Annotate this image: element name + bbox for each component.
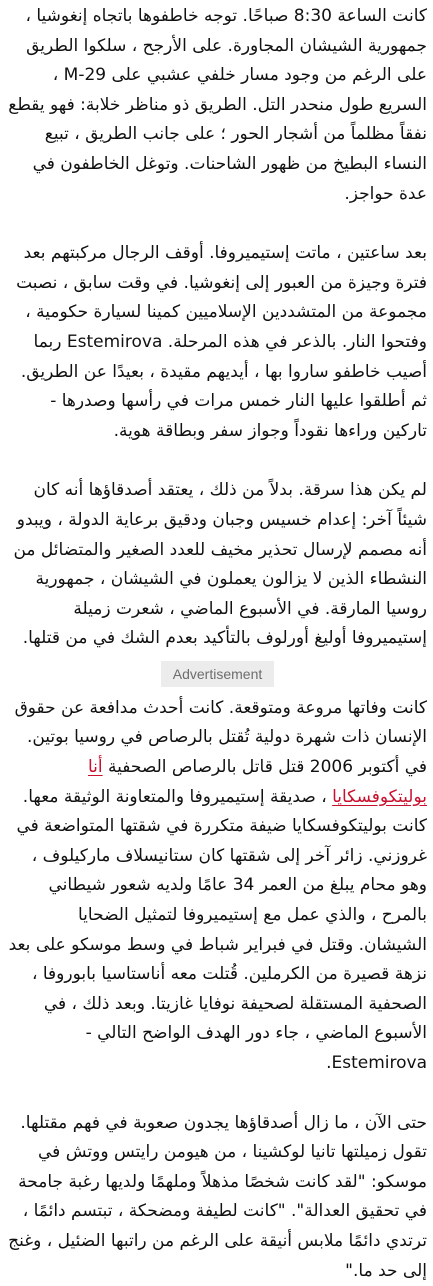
- paragraph-5: حتى الآن ، ما زال أصدقاؤها يجدون صعوبة في فهم مقتلها. تقول زميلتها تانيا لوكشينا ، من هيومن رايتس ووتش في موسكو: "لقد كانت شخصًا مذهلاً وملهمًا ولديها رغبة جامحة في تحقيق العدالة". "كانت لطيفة ومضحكة ، تبتسم دائمًا ، ترتدي دائمًا ملابس أنيقة على الرغم من راتبها الضئيل ، وغنج إلى حد ما.": [8, 1112, 427, 1281]
- advertisement-slot: [8, 654, 427, 694]
- paragraph-4: [8, 694, 427, 1079]
- paragraph-1: كانت الساعة 8:30 صباحًا. توجه خاطفوها باتجاه إنغوشيا ، جمهورية الشيشان المجاورة. على الأرجح ، سلكوا الطريق على الرغم من وجود مسار خلفي عشبي على M-29 ، السريع طول منحدر التل. الطريق ذو مناظر خلابة: فهو يقطع نفقاً مظلماً من أشجار الحور ؛ على جانب الطريق ، تبيع النساء البطيخ من ظهور الشاحنات. وتوغل الخاطفون في عدة حواجز.: [8, 6, 427, 204]
- paragraph-gap: [8, 209, 427, 239]
- paragraph-2: بعد ساعتين ، ماتت إستيميروفا. أوقف الرجال مركبتهم بعد فترة وجيزة من العبور إلى إنغوشيا. في وقت سابق ، نصبت مجموعة من المتشددين الإسلاميين كمينا لسيارة حكومية ، وفتحوا النار. بالذعر في هذه المرحلة. Estemirova ربما أصيب خاطفو ساروا بها ، أيديهم مقيدة ، بعيدًا عن الطريق. ثم أطلقوا عليها النار خمس مرات في رأسها وصدرها - تاركين وراءها نقوداً وجواز سفر وبطاقة هوية.: [16, 243, 427, 441]
- advertisement-label: Advertisement: [161, 661, 274, 687]
- paragraph-4-text-end: ، صديقة إستيميروفا والمتعاونة الوثيقة معها. كانت بوليتكوفسكايا ضيفة متكررة في شقتها المتواضعة في غروزني. زائر آخر إلى شقتها كان ستانيسلاف ماركيلوف ، وهو محام يبلغ من العمر 34 عامًا ولديه شعور شيطاني بالمرح ، والذي عمل مع إستيميروفا لتمثيل الضحايا الشيشان. وقتل في فبراير شباط في وسط موسكو على بعد نزهة قصيرة من الكرملين. قُتلت معه أناستاسيا بابوروفا ، الصحفية المستقلة لصحيفة نوفايا غازيتا. وبعد ذلك ، في الأسبوع الماضي ، جاء دور الهدف الواضح التالي - Estemirova.: [8, 786, 427, 1073]
- paragraph-3: لم يكن هذا سرقة. بدلاً من ذلك ، يعتقد أصدقاؤها أنه كان شيئاً آخر: إعدام خسيس وجبان ودقيق برعاية الدولة ، ويبدو أنه مصمم لإرسال تحذير مخيف للعدد الصغير والمتضائل من النشطاء الذين لا يزالون يعملون في الشيشان ، جمهورية روسيا المارقة. في الأسبوع الماضي ، شعرت زميلة إستيميروفا أوليغ أورلوف بالتأكيد بعدم الشك في من قتلها.: [13, 480, 427, 649]
- paragraph-gap: [8, 446, 427, 476]
- paragraph-4-text-start: كانت وفاتها مروعة ومتوقعة. كانت أحدث مدافعة عن حقوق الإنسان ذات شهرة دولية تُقتل بالرصاص في روسيا بوتين. في أكتوبر 2006 قتل قاتل بالرصاص الصحفية: [14, 697, 427, 778]
- paragraph-gap: [8, 1079, 427, 1109]
- politkovskaya-link[interactable]: أنا بوليتكوفسكايا: [87, 757, 427, 807]
